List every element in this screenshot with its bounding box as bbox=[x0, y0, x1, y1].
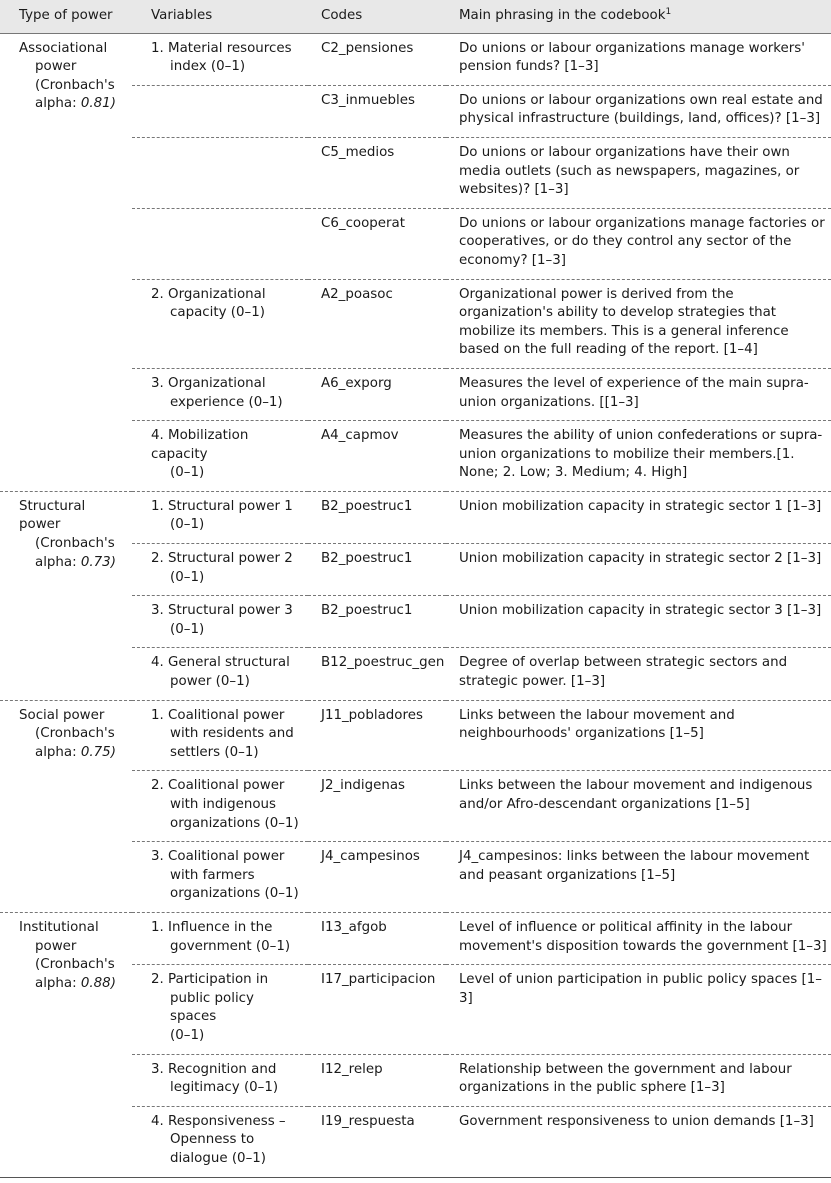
power-type-cell bbox=[0, 700, 132, 912]
variable-line: 3. Coalitional power bbox=[151, 849, 285, 865]
power-type-line: power bbox=[35, 938, 77, 954]
phrasing-cell: Level of union participation in public policy spaces [1–3] bbox=[446, 965, 831, 1054]
header-phrasing bbox=[446, 0, 831, 33]
variable-line: 2. Organizational bbox=[151, 286, 266, 302]
code-cell: B2_poestruc1 bbox=[308, 596, 446, 648]
variable-line: 3. Recognition and bbox=[151, 1061, 277, 1077]
phrasing-cell: Degree of overlap between strategic sectors and strategic power. [1–3] bbox=[446, 648, 831, 700]
variable-cell bbox=[132, 544, 308, 596]
header-variables: Variables bbox=[132, 0, 308, 33]
variable-cell bbox=[132, 1106, 308, 1176]
variable-cell bbox=[132, 700, 308, 771]
power-type-cell bbox=[0, 912, 132, 1176]
variable-line: with residents and bbox=[170, 726, 294, 742]
variable-cell bbox=[132, 279, 308, 368]
phrasing-cell: Union mobilization capacity in strategic sector 1 [1–3] bbox=[446, 491, 831, 543]
code-cell: C3_inmuebles bbox=[308, 85, 446, 137]
code-cell: I12_relep bbox=[308, 1054, 446, 1106]
power-type-line bbox=[19, 554, 130, 573]
variable-line: 2. Participation in bbox=[151, 972, 269, 988]
variable-cell bbox=[132, 771, 308, 842]
power-type-line: Institutional bbox=[19, 919, 99, 935]
variable-line: dialogue (0–1) bbox=[170, 1150, 267, 1166]
variable-line: 1. Material resources bbox=[151, 40, 292, 56]
variable-line: experience (0–1) bbox=[170, 394, 283, 410]
alpha-label: alpha: bbox=[35, 744, 81, 760]
variable-line: 3. Organizational bbox=[151, 375, 266, 391]
header-type: Type of power bbox=[0, 0, 132, 33]
header-row bbox=[0, 0, 831, 33]
variable-cell bbox=[132, 137, 308, 208]
power-type-line bbox=[19, 95, 130, 114]
phrasing-cell: Measures the level of experience of the main supra-union organizations. [[1–3] bbox=[446, 368, 831, 420]
variable-line: 2. Structural power 2 bbox=[151, 551, 293, 567]
code-cell: B2_poestruc1 bbox=[308, 491, 446, 543]
code-cell: I19_respuesta bbox=[308, 1106, 446, 1176]
power-type-line bbox=[19, 744, 130, 763]
phrasing-cell: Do unions or labour organizations own real estate and physical infrastructure (buildings, land, offices)? [1–3] bbox=[446, 85, 831, 137]
table-body bbox=[0, 33, 831, 1176]
variable-cell bbox=[132, 965, 308, 1054]
table-row bbox=[0, 912, 831, 964]
variable-line: 4. General structural bbox=[151, 655, 290, 671]
variable-line: with farmers bbox=[170, 867, 255, 883]
alpha-label: alpha: bbox=[35, 975, 81, 991]
variable-line: (0–1) bbox=[170, 569, 205, 585]
variable-line: with indigenous bbox=[170, 797, 276, 812]
phrasing-cell: Do unions or labour organizations manage workers' pension funds? [1–3] bbox=[459, 40, 805, 75]
power-type-line: (Cronbach's bbox=[35, 77, 115, 93]
code-cell: I13_afgob bbox=[308, 912, 446, 964]
power-type-line: (Cronbach's bbox=[35, 957, 115, 973]
table-bottom-rule bbox=[0, 1177, 831, 1178]
phrasing-cell: Union mobilization capacity in strategic sector 3 [1–3] bbox=[446, 596, 831, 648]
code-cell: A6_exporg bbox=[308, 368, 446, 420]
variable-line: public policy spaces bbox=[170, 990, 254, 1025]
power-type-line: Associational bbox=[19, 40, 108, 56]
power-type-line: (Cronbach's bbox=[35, 726, 115, 742]
code-cell: A4_capmov bbox=[308, 421, 446, 492]
code-cell: B2_poestruc1 bbox=[308, 544, 446, 596]
power-type-line: power bbox=[35, 59, 77, 75]
variable-line: index (0–1) bbox=[170, 59, 246, 75]
variable-line: legitimacy (0–1) bbox=[170, 1080, 279, 1096]
alpha-value: 0.73) bbox=[80, 554, 116, 570]
variable-cell bbox=[132, 33, 308, 85]
code-cell: J2_indigenas bbox=[308, 771, 446, 842]
table-row bbox=[0, 700, 831, 771]
variable-cell bbox=[132, 421, 308, 492]
variable-line: (0–1) bbox=[170, 1027, 205, 1043]
variable-cell bbox=[132, 842, 308, 913]
variable-cell bbox=[132, 368, 308, 420]
header-phrasing-label: Main phrasing in the codebook bbox=[459, 8, 666, 23]
variable-line: power (0–1) bbox=[170, 674, 250, 690]
phrasing-cell: Relationship between the government and labour organizations in the public sphere [1–3] bbox=[446, 1054, 831, 1106]
variable-cell bbox=[132, 596, 308, 648]
variable-cell bbox=[132, 208, 308, 279]
variable-cell bbox=[132, 491, 308, 543]
variable-line: organizations (0–1) bbox=[170, 815, 299, 831]
code-cell: C6_cooperat bbox=[308, 208, 446, 279]
alpha-value: 0.88) bbox=[80, 975, 116, 991]
phrasing-cell: Do unions or labour organizations manage factories or cooperatives, or do they control any sector of the economy? [1–3] bbox=[446, 208, 831, 279]
phrasing-cell: Union mobilization capacity in strategic sector 2 [1–3] bbox=[446, 544, 831, 596]
phrasing-cell: Links between the labour movement and neighbourhoods' organizations [1–5] bbox=[446, 700, 831, 771]
code-cell: I17_participacion bbox=[308, 965, 446, 1054]
variable-cell bbox=[132, 1054, 308, 1106]
table-row bbox=[0, 491, 831, 543]
code-cell: C2_pensiones bbox=[321, 40, 414, 56]
variable-line: 4. Mobilization capacity bbox=[151, 428, 249, 462]
power-type-line: (Cronbach's bbox=[35, 536, 115, 552]
table-row bbox=[0, 33, 831, 85]
power-type-cell bbox=[0, 33, 132, 491]
variable-line: Openness to bbox=[170, 1132, 255, 1148]
phrasing-cell: J4_campesinos: links between the labour movement and peasant organizations [1–5] bbox=[446, 842, 831, 913]
code-cell: C5_medios bbox=[308, 137, 446, 208]
power-type-line: Structural power bbox=[19, 498, 86, 533]
alpha-label: alpha: bbox=[35, 554, 81, 570]
phrasing-cell: Level of influence or political affinity in the labour movement's disposition towards the government [1–3] bbox=[446, 912, 831, 964]
power-type-line: Social power bbox=[19, 707, 105, 723]
variable-line: capacity (0–1) bbox=[170, 305, 265, 321]
code-cell: J11_pobladores bbox=[308, 700, 446, 771]
phrasing-cell: Measures the ability of union confederations or supra-union organizations to mobilize their members.[1. None; 2. Low; 3. Medium; 4. High] bbox=[446, 421, 831, 492]
footnote-mark: 1 bbox=[665, 7, 672, 17]
variable-cell bbox=[132, 85, 308, 137]
code-cell: J4_campesinos bbox=[308, 842, 446, 913]
variable-line: 1. Influence in the bbox=[151, 919, 273, 935]
phrasing-cell: Organizational power is derived from the organization's ability to develop strategies that mobilize its members. This is a general inference based on the full reading of the report. [1–4] bbox=[446, 279, 831, 368]
alpha-value: 0.75) bbox=[80, 744, 116, 760]
variable-cell bbox=[132, 912, 308, 964]
variable-line: organizations (0–1) bbox=[170, 886, 299, 902]
phrasing-cell: Government responsiveness to union demands [1–3] bbox=[446, 1106, 831, 1176]
variable-line: government (0–1) bbox=[170, 938, 291, 954]
variable-line: (0–1) bbox=[170, 621, 205, 637]
phrasing-cell: Links between the labour movement and indigenous and/or Afro-descendant organizations [1–5] bbox=[446, 771, 831, 842]
variable-line: (0–1) bbox=[170, 517, 205, 533]
phrasing-cell: Do unions or labour organizations have their own media outlets (such as newspapers, magazines, or websites)? [1–3] bbox=[446, 137, 831, 208]
variable-line: settlers (0–1) bbox=[170, 744, 259, 760]
power-type-cell bbox=[0, 491, 132, 700]
variable-line: 3. Structural power 3 bbox=[151, 603, 293, 619]
code-cell: B12_poestruc_gen bbox=[308, 648, 446, 700]
variable-line: 1. Coalitional power bbox=[151, 707, 285, 723]
alpha-value: 0.81) bbox=[80, 96, 116, 112]
power-type-line bbox=[19, 975, 130, 994]
code-cell: A2_poasoc bbox=[308, 279, 446, 368]
variable-line: 1. Structural power 1 bbox=[151, 498, 293, 514]
header-codes: Codes bbox=[308, 0, 446, 33]
variable-line: 2. Coalitional power bbox=[151, 778, 285, 794]
alpha-label: alpha: bbox=[35, 96, 81, 112]
variable-line: (0–1) bbox=[170, 465, 205, 481]
variable-line: 4. Responsiveness – bbox=[151, 1113, 286, 1129]
variable-cell bbox=[132, 648, 308, 700]
